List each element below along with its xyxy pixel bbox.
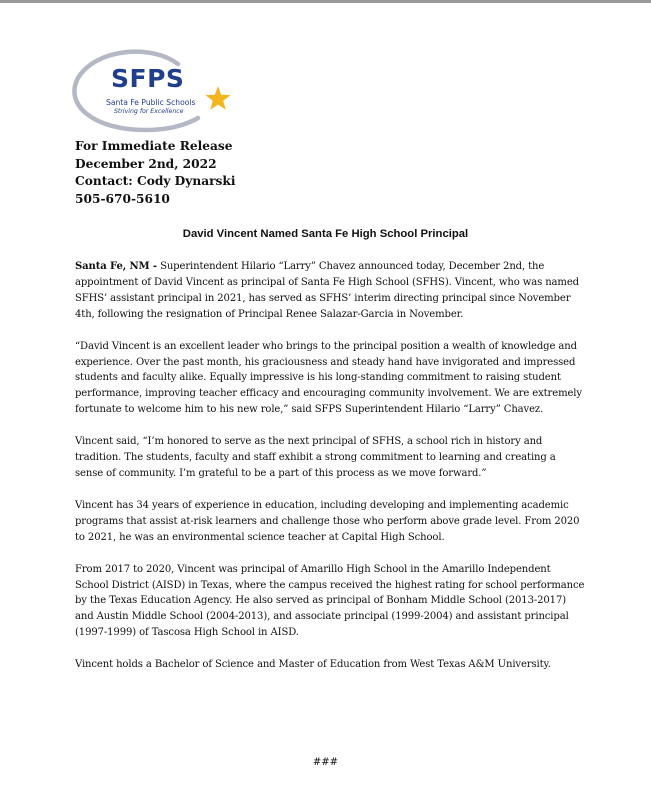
dateline: Santa Fe, NM -	[75, 261, 157, 272]
logo-swoosh-graphic	[70, 48, 240, 138]
paragraph-1	[75, 259, 585, 323]
end-of-release-mark: ###	[312, 757, 339, 768]
logo-tagline: Striving for Excellence	[114, 108, 184, 115]
paragraph-5: From 2017 to 2020, Vincent was principal of Amarillo High School in the Amarillo Independent School District (AISD) in Texas, where the campus received the highest rating for school performance by the Texas Education Agency. He also served as principal of Bonham Middle School (2013-2017) and Austin Middle School (2004-2013), and associate principal (1999-2004) and assistant principal (1997-1999) of Tascosa High School in AISD.	[75, 563, 585, 639]
press-release-headline: David Vincent Named Santa Fe High School Principal	[182, 228, 469, 240]
paragraph-6: Vincent holds a Bachelor of Science and Master of Education from West Texas A&M University.	[75, 659, 551, 671]
star-icon	[206, 86, 231, 110]
release-phone: 505-670-5610	[75, 191, 170, 206]
release-contact: Contact: Cody Dynarski	[75, 174, 236, 188]
paragraph-3: Vincent said, “I’m honored to serve as the next principal of SFHS, a school rich in history and tradition. The students, faculty and staff exhibit a strong commitment to learning and creating a sense of community. I’m grateful to be a part of this process as we move forward.”	[75, 436, 556, 479]
release-date: December 2nd, 2022	[75, 156, 217, 171]
release-notice: For Immediate Release	[75, 139, 233, 153]
top-border-line	[0, 0, 651, 3]
press-release-body	[75, 259, 585, 689]
sfps-logo	[70, 48, 240, 138]
paragraph-1-text: Superintendent Hilario “Larry” Chavez announced today, December 2nd, the appointment of David Vincent as principal of Santa Fe High School (SFHS). Vincent, who was named SFHS’ assistant principal in 2021, has served as SFHS’ interim directing principal since November 4th, following the resignation of Principal Renee Salazar-Garcia in November.	[75, 261, 579, 320]
paragraph-4: Vincent has 34 years of experience in education, including developing and implementing academic programs that assist at-risk learners and challenge those who perform above grade level. From 2020 to 2021, he was an environmental science teacher at Capital High School.	[75, 499, 580, 543]
paragraph-2: “David Vincent is an excellent leader who brings to the principal position a wealth of knowledge and experience. Over the past month, his graciousness and steady hand have invigorated and impressed students and faculty alike. Equally impressive is his long-standing commitment to raising student performance, improving teacher efficacy and encouraging community involvement. We are extremely fortunate to welcome him to his new role,” said SFPS Superintendent Hilario “Larry” Chavez.	[75, 340, 582, 416]
release-header	[75, 138, 235, 208]
logo-wordmark: SFPS	[111, 64, 185, 93]
logo-district-name: Santa Fe Public Schools	[106, 98, 196, 107]
